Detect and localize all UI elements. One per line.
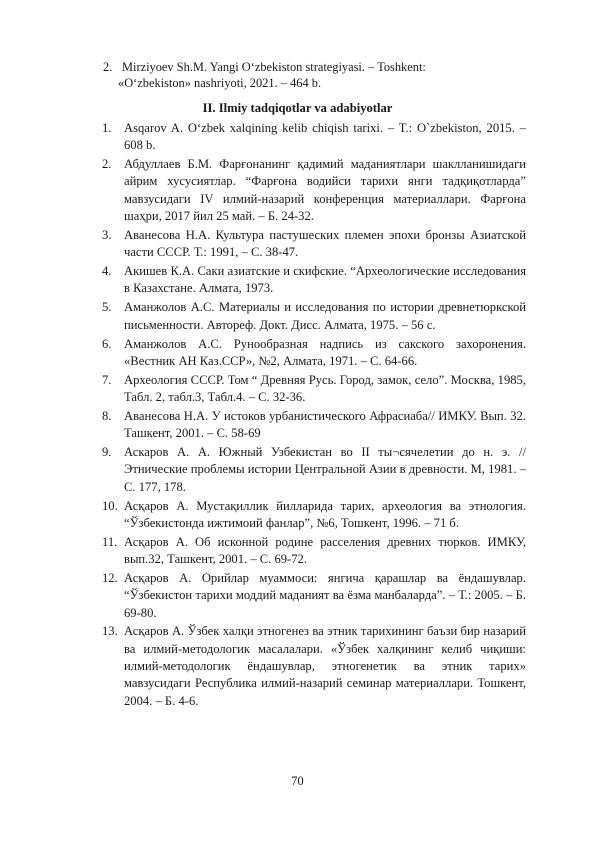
reference-text: Аванесова Н.А. У истоков урбанистического Афрасиаба// ИМКУ. Вып. 32. Ташкент, 2001. – С. 58-69 [124,408,526,441]
reference-text: Абдуллаев Б.М. Фарғонанинг қадимий маданиятлари шаклланишидаги айрим хусусиятлар. “Фарғона водийси тарихи янги тадқиқотларда” мавзусидаги IV илмий-назарий конференция материаллари. Фарғона шаҳри, 2017 йил 25 май. – Б. 24-32. [124,157,526,224]
reference-number: 2. [102,157,112,172]
reference-number: 5. [102,300,112,315]
reference-text: Акишев К.А. Саки азиатские и скифские. “Археологические исследования в Казахстане. Алмата, 1973. [124,264,526,296]
reference-number: 2. [103,60,113,74]
previous-reference-item [103,60,523,92]
reference-item [102,623,526,709]
reference-list [102,120,526,712]
reference-number: 3. [102,227,112,242]
reference-text: Асқаров А. Орийлар муаммоси: янгича қарашлар ва ёндашувлар. “Ўзбекистон тарихи моддий маданият ва ёзма манбаларда”. – Т.: 2005. – Б. 69-80. [124,570,526,620]
reference-text: Археология СССР. Том “ Древняя Русь. Город, замок, село”. Москва, 1985, Табл. 2, табл.3, Табл.4. – С. 32-36. [124,372,526,405]
reference-text: Аванесова Н.А. Культура пастушеских племен эпохи бронзы Азиатской части СССР. Т.: 1991, – С. 38-47. [124,227,526,260]
reference-text: Асқаров А. Мустақиллик йилларида тарих, археология ва этнология. “Ўзбекистонда ижтимоий фанлар”, №6, Тошкент, 1996. – 71 б. [124,498,526,530]
reference-item [102,498,526,533]
reference-text: Аманжолов А.С. Рунообразная надпись из сакского захоронения. «Вестник АН Каз.ССР», №2, Алмата, 1971. – С. 64-66. [124,336,526,368]
reference-number: 11. [102,534,118,549]
reference-number: 13. [102,624,118,639]
reference-item [102,372,526,407]
reference-number: 6. [102,336,112,351]
reference-text: Асқаров А. Ўзбек халқи этногенез ва этник тарихининг баъзи бир назарий ва илмий-методологик масалалари. «Ўзбек халқининг келиб чиқиши: илмий-методологик ёндашувлар, этногенетик ва этник тарих» мавзусидаги Республика илмий-назарий семинар материаллари. Тошкент, 2004. – Б. 4-6. [124,624,526,708]
reference-number: 1. [102,121,112,135]
reference-number: 4. [102,264,112,279]
reference-item [102,120,526,155]
reference-item [102,299,526,334]
reference-number: 8. [102,408,112,423]
reference-text-line-2: «O‘zbekiston» nashriyoti, 2021. – 464 b. [118,75,322,90]
reference-item [102,534,526,569]
reference-number: 12. [102,570,118,585]
reference-text [118,60,523,92]
reference-text-line-1: Mirziyoev Sh.M. Yangi O‘zbekiston strategiyasi. – Toshkent: [122,60,426,74]
reference-text: Asqarov A. O‘zbek xalqining kelib chiqish tarixi. – T.: O`zbekiston, 2015. – 608 b. [124,121,526,153]
page-number: 70 [291,774,304,788]
reference-item [102,263,526,298]
reference-number: 7. [102,372,112,387]
reference-text: Аскаров А. А. Южный Узбекистан во II ты¬сячелетии до н. э. // Этнические проблемы истории Центральной Азии в древности. М, 1981. – С. 177, 178. [124,445,526,494]
section-heading: II. Ilmiy tadqiqotlar va adabiyotlar [202,101,393,115]
reference-number: 9. [102,445,112,460]
reference-item [102,570,526,622]
reference-item [102,156,526,225]
reference-text: Асқаров А. Об исконной родине расселения древних тюрков. ИМКУ, вып.32, Ташкент, 2001. – С. 69-72. [124,534,526,567]
reference-item [102,408,526,443]
reference-text: Аманжолов А.С. Материалы и исследования по истории древнетюркской письменности. Автореф. Докт. Дисс. Алмата, 1975. – 56 с. [124,300,526,332]
reference-item [102,336,526,371]
reference-number: 10. [102,498,118,513]
reference-item [102,227,526,262]
reference-item [102,444,526,496]
